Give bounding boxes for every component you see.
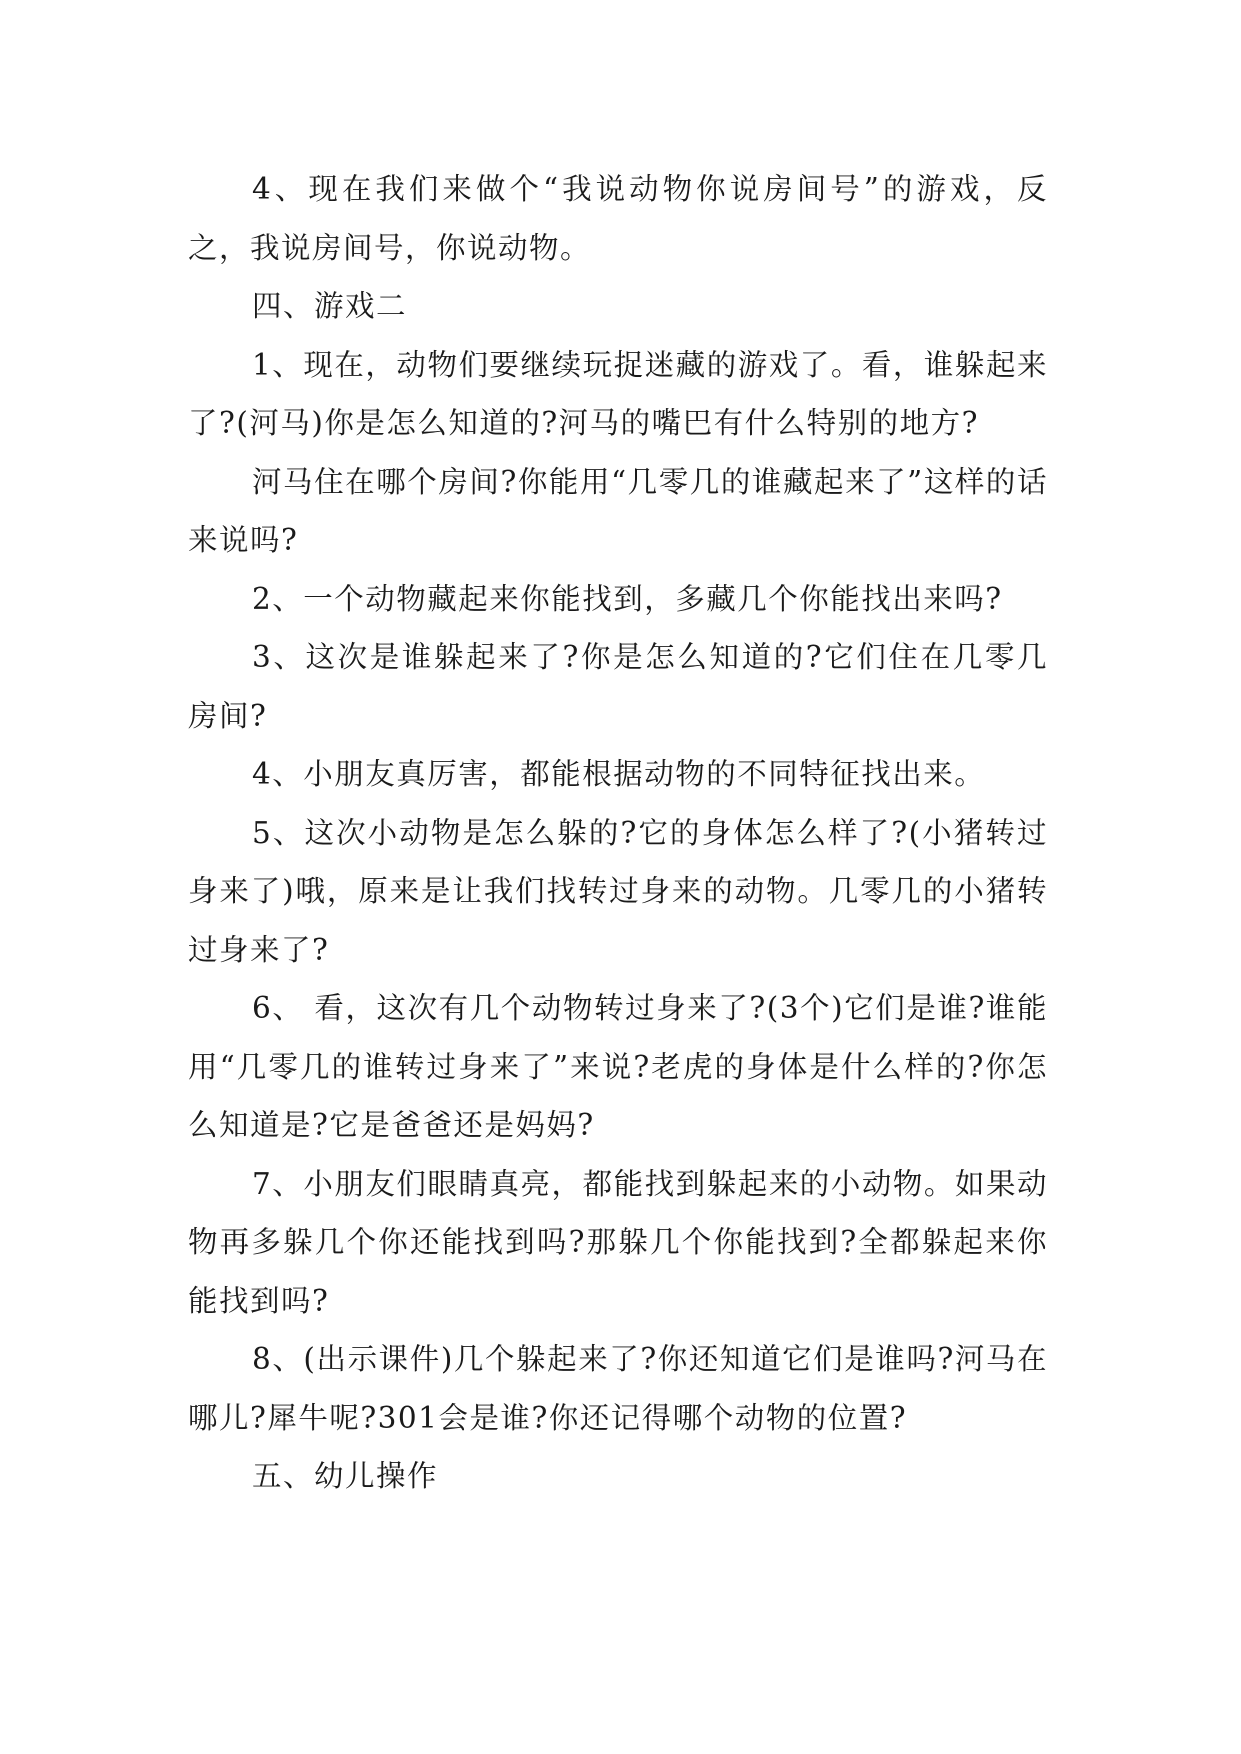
paragraph-item-7: 7、小朋友们眼睛真亮，都能找到躲起来的小动物。如果动物再多躲几个你还能找到吗?那躲几个你能找到?全都躲起来你能找到吗? bbox=[188, 1166, 1048, 1318]
document-body bbox=[188, 160, 1048, 1506]
paragraph-item-2: 2、一个动物藏起来你能找到，多藏几个你能找出来吗? bbox=[252, 581, 1003, 616]
paragraph-item-5: 5、这次小动物是怎么躲的?它的身体怎么样了?(小猪转过身来了)哦，原来是让我们找转过身来的动物。几零几的小猪转过身来了? bbox=[188, 815, 1048, 967]
paragraph-item-6: 6、 看，这次有几个动物转过身来了?(3个)它们是谁?谁能用“几零几的谁转过身来了”来说?老虎的身体是什么样的?你怎么知道是?它是爸爸还是妈妈? bbox=[188, 991, 1048, 1142]
paragraph-item-3: 3、这次是谁躲起来了?你是怎么知道的?它们住在几零几房间? bbox=[188, 640, 1048, 733]
paragraph-item-1-hippo: 1、现在，动物们要继续玩捉迷藏的游戏了。看，谁躲起来了?(河马)你是怎么知道的?河马的嘴巴有什么特别的地方? bbox=[188, 347, 1048, 440]
section-heading-game-two: 四、游戏二 bbox=[252, 289, 408, 323]
paragraph-item-8: 8、(出示课件)几个躲起来了?你还知道它们是谁吗?河马在哪儿?犀牛呢?301会是谁?你还记得哪个动物的位置? bbox=[188, 1342, 1048, 1435]
paragraph-item-4-game: 4、现在我们来做个“我说动物你说房间号”的游戏，反之，我说房间号，你说动物。 bbox=[188, 172, 1048, 265]
section-heading-child-operation: 五、幼儿操作 bbox=[252, 1459, 439, 1493]
paragraph-item-4-praise: 4、小朋友真厉害，都能根据动物的不同特征找出来。 bbox=[252, 757, 986, 791]
paragraph-hippo-room: 河马住在哪个房间?你能用“几零几的谁藏起来了”这样的话来说吗? bbox=[188, 464, 1048, 557]
